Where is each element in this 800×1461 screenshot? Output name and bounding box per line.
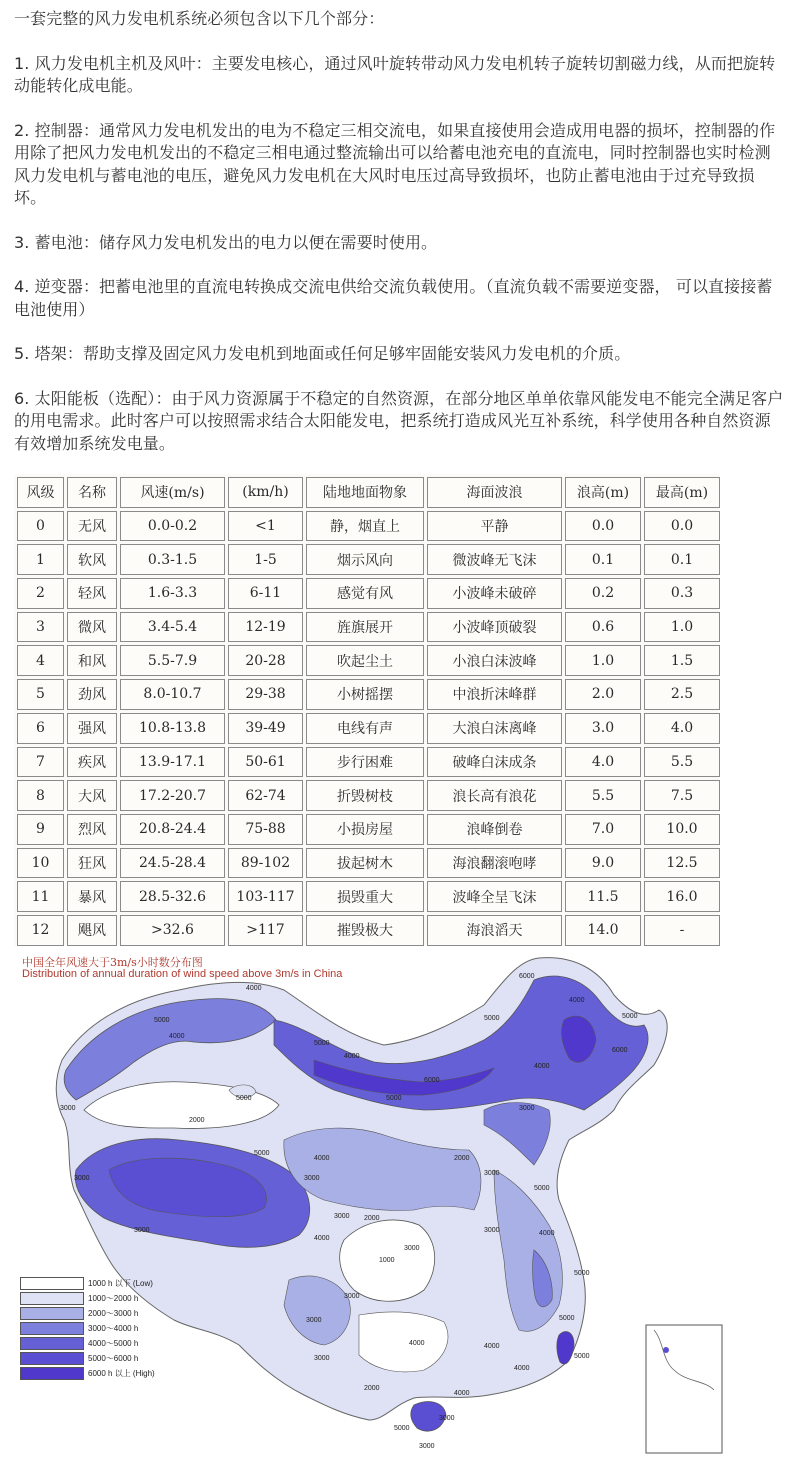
- contour-label: 4000: [246, 985, 262, 992]
- contour-label: 3000: [419, 1443, 435, 1450]
- table-cell: 12.5: [644, 848, 720, 879]
- table-cell: 13.9-17.1: [120, 747, 225, 778]
- legend-item: [20, 1291, 155, 1306]
- map-title-en: Distribution of annual duration of wind speed above 3m/s in China: [22, 968, 343, 980]
- table-cell: 10: [17, 848, 64, 879]
- table-cell: 9.0: [565, 848, 641, 879]
- table-header: 浪高(m): [565, 477, 641, 508]
- legend-swatch: [20, 1367, 84, 1380]
- article: [14, 8, 786, 477]
- table-cell: 24.5-28.4: [120, 848, 225, 879]
- table-cell: 3.0: [565, 713, 641, 744]
- table-cell: 5.5-7.9: [120, 645, 225, 676]
- legend-swatch: [20, 1307, 84, 1320]
- contour-label: 5000: [394, 1425, 410, 1432]
- table-cell: 浪峰倒卷: [427, 814, 562, 845]
- contour-label: 5000: [622, 1013, 638, 1020]
- table-cell: 小波峰未破碎: [427, 578, 562, 609]
- table-cell: 狂风: [67, 848, 117, 879]
- article-item: 3. 蓄电池：储存风力发电机发出的电力以便在需要时使用。: [14, 232, 438, 252]
- article-item: 6. 太阳能板（选配）：由于风力资源属于不稳定的自然资源，在部分地区单单依靠风能发电不能完全满足客户的用电需求。此时客户可以按照需求结合太阳能发电，把系统打造成风光互补系统，科学使用各种自然资源有效增加系统发电量。: [14, 388, 784, 453]
- table-cell: 1.5: [644, 645, 720, 676]
- table-cell: 海浪滔天: [427, 915, 562, 946]
- contour-label: 4000: [539, 1230, 555, 1237]
- contour-label: 5000: [574, 1353, 590, 1360]
- table-cell: 8: [17, 780, 64, 811]
- legend-label: 3000～4000 h: [88, 1324, 139, 1333]
- legend-item: [20, 1336, 155, 1351]
- table-row: [17, 578, 720, 609]
- table-cell: 飓风: [67, 915, 117, 946]
- table-cell: <1: [228, 511, 303, 542]
- table-header: (km/h): [228, 477, 303, 508]
- contour-label: 3000: [334, 1213, 350, 1220]
- china-map-graphic: [14, 950, 726, 1458]
- table-cell: >32.6: [120, 915, 225, 946]
- contour-label: 3000: [60, 1105, 76, 1112]
- legend-label: 5000～6000 h: [88, 1354, 139, 1363]
- table-header: 名称: [67, 477, 117, 508]
- contour-label: 2000: [189, 1117, 205, 1124]
- table-cell: 0.1: [644, 544, 720, 575]
- table-cell: 2.5: [644, 679, 720, 710]
- table-cell: 小损房屋: [306, 814, 424, 845]
- contour-label: 3000: [484, 1170, 500, 1177]
- table-cell: 2: [17, 578, 64, 609]
- contour-label: 4000: [314, 1235, 330, 1242]
- contour-label: 3000: [519, 1105, 535, 1112]
- contour-label: 4000: [454, 1390, 470, 1397]
- map-legend: [20, 1276, 155, 1381]
- table-cell: 小树摇摆: [306, 679, 424, 710]
- table-cell: 28.5-32.6: [120, 881, 225, 912]
- table-cell: >117: [228, 915, 303, 946]
- legend-item: [20, 1351, 155, 1366]
- table-cell: 7.5: [644, 780, 720, 811]
- contour-label: 4000: [314, 1155, 330, 1162]
- contour-label: 5000: [386, 1095, 402, 1102]
- table-cell: 6: [17, 713, 64, 744]
- contour-label: 4000: [169, 1033, 185, 1040]
- contour-label: 3000: [304, 1175, 320, 1182]
- table-cell: 大风: [67, 780, 117, 811]
- table-cell: 3.4-5.4: [120, 612, 225, 643]
- contour-label: 6000: [519, 973, 535, 980]
- article-item: 2. 控制器：通常风力发电机发出的电为不稳定三相交流电，如果直接使用会造成用电器的损坏，控制器的作用除了把风力发电机发出的不稳定三相电通过整流输出可以给蓄电池充电的直流电，同时控制器也实时检测风力发电机与蓄电池的电压，避免风力发电机在大风时电压过高导致损坏，也防止蓄电池由于过充导致损坏。: [14, 120, 776, 207]
- table-cell: 旌旗展开: [306, 612, 424, 643]
- table-row: [17, 881, 720, 912]
- table-cell: 4.0: [565, 747, 641, 778]
- table-cell: 5: [17, 679, 64, 710]
- contour-label: 4000: [569, 997, 585, 1004]
- table-row: [17, 645, 720, 676]
- table-header: 最高(m): [644, 477, 720, 508]
- table-cell: 2.0: [565, 679, 641, 710]
- table-cell: 0.0: [644, 511, 720, 542]
- table-cell: 电线有声: [306, 713, 424, 744]
- table-cell: 0: [17, 511, 64, 542]
- table-cell: 11.5: [565, 881, 641, 912]
- table-cell: 39-49: [228, 713, 303, 744]
- contour-label: 3000: [344, 1293, 360, 1300]
- table-cell: 微波峰无飞沫: [427, 544, 562, 575]
- table-cell: 吹起尘土: [306, 645, 424, 676]
- legend-item: [20, 1276, 155, 1291]
- legend-swatch: [20, 1337, 84, 1350]
- legend-swatch: [20, 1292, 84, 1305]
- wind-duration-map: [14, 950, 726, 1458]
- contour-label: 3000: [134, 1227, 150, 1234]
- contour-label: 3000: [439, 1415, 455, 1422]
- legend-swatch: [20, 1277, 84, 1290]
- table-cell: 大浪白沫离峰: [427, 713, 562, 744]
- table-cell: 感觉有风: [306, 578, 424, 609]
- wind-scale-table: [14, 474, 723, 949]
- table-cell: 1.6-3.3: [120, 578, 225, 609]
- table-cell: 8.0-10.7: [120, 679, 225, 710]
- table-cell: 16.0: [644, 881, 720, 912]
- table-cell: 7: [17, 747, 64, 778]
- table-cell: 1-5: [228, 544, 303, 575]
- legend-label: 2000～3000 h: [88, 1309, 139, 1318]
- table-header: 风速(m/s): [120, 477, 225, 508]
- table-cell: 软风: [67, 544, 117, 575]
- table-cell: 海浪翻滚咆哮: [427, 848, 562, 879]
- table-row: [17, 544, 720, 575]
- table-cell: 6-11: [228, 578, 303, 609]
- table-cell: 1.0: [565, 645, 641, 676]
- contour-label: 2000: [364, 1215, 380, 1222]
- table-cell: 10.8-13.8: [120, 713, 225, 744]
- table-cell: 波峰全呈飞沫: [427, 881, 562, 912]
- table-header: 风级: [17, 477, 64, 508]
- table-cell: 中浪折沫峰群: [427, 679, 562, 710]
- table-cell: 0.1: [565, 544, 641, 575]
- table-cell: 0.0-0.2: [120, 511, 225, 542]
- table-cell: 1.0: [644, 612, 720, 643]
- table-cell: 12: [17, 915, 64, 946]
- table-cell: 5.5: [565, 780, 641, 811]
- article-item: 5. 塔架：帮助支撑及固定风力发电机到地面或任何足够牢固能安装风力发电机的介质。: [14, 344, 631, 363]
- table-cell: 静，烟直上: [306, 511, 424, 542]
- table-cell: -: [644, 915, 720, 946]
- legend-swatch: [20, 1322, 84, 1335]
- legend-label: 1000 h 以下 (Low): [88, 1279, 153, 1288]
- table-header-row: [17, 477, 720, 508]
- table-row: [17, 814, 720, 845]
- table-row: [17, 848, 720, 879]
- legend-label: 6000 h 以上 (High): [88, 1369, 155, 1378]
- table-cell: 50-61: [228, 747, 303, 778]
- table-cell: 0.0: [565, 511, 641, 542]
- contour-label: 4000: [514, 1365, 530, 1372]
- contour-label: 3000: [314, 1355, 330, 1362]
- contour-label: 3000: [404, 1245, 420, 1252]
- contour-label: 5000: [154, 1017, 170, 1024]
- contour-label: 4000: [534, 1063, 550, 1070]
- table-cell: 4.0: [644, 713, 720, 744]
- table-cell: 62-74: [228, 780, 303, 811]
- table-cell: 烟示风向: [306, 544, 424, 575]
- table-cell: 折毁树枝: [306, 780, 424, 811]
- contour-label: 6000: [612, 1047, 628, 1054]
- contour-label: 3000: [484, 1227, 500, 1234]
- table-cell: 29-38: [228, 679, 303, 710]
- table-cell: 小浪白沫波峰: [427, 645, 562, 676]
- table-cell: 烈风: [67, 814, 117, 845]
- table-cell: 暴风: [67, 881, 117, 912]
- table-cell: 步行困难: [306, 747, 424, 778]
- article-intro: 一套完整的风力发电机系统必须包含以下几个部分：: [14, 9, 385, 28]
- table-cell: 损毁重大: [306, 881, 424, 912]
- table-cell: 9: [17, 814, 64, 845]
- contour-label: 4000: [409, 1340, 425, 1347]
- table-cell: 0.3-1.5: [120, 544, 225, 575]
- contour-label: 5000: [254, 1150, 270, 1157]
- table-header: 陆地地面物象: [306, 477, 424, 508]
- table-row: [17, 511, 720, 542]
- contour-label: 5000: [236, 1095, 252, 1102]
- table-row: [17, 713, 720, 744]
- table-cell: 和风: [67, 645, 117, 676]
- table-cell: 0.6: [565, 612, 641, 643]
- table-cell: 103-117: [228, 881, 303, 912]
- legend-item: [20, 1366, 155, 1381]
- legend-item: [20, 1306, 155, 1321]
- contour-label: 5000: [314, 1040, 330, 1047]
- table-cell: 5.5: [644, 747, 720, 778]
- table-cell: 7.0: [565, 814, 641, 845]
- table-cell: 拔起树木: [306, 848, 424, 879]
- table-header: 海面波浪: [427, 477, 562, 508]
- table-cell: 劲风: [67, 679, 117, 710]
- table-cell: 摧毁极大: [306, 915, 424, 946]
- table-cell: 10.0: [644, 814, 720, 845]
- table-row: [17, 915, 720, 946]
- wind-table-body: [17, 511, 720, 946]
- contour-label: 2000: [364, 1385, 380, 1392]
- table-cell: 1: [17, 544, 64, 575]
- contour-label: 1000: [379, 1257, 395, 1264]
- table-cell: 11: [17, 881, 64, 912]
- table-cell: 0.3: [644, 578, 720, 609]
- contour-label: 4000: [484, 1343, 500, 1350]
- contour-label: 5000: [574, 1270, 590, 1277]
- legend-label: 1000～2000 h: [88, 1294, 139, 1303]
- table-cell: 平静: [427, 511, 562, 542]
- table-cell: 破峰白沫成条: [427, 747, 562, 778]
- wind-scale-table-image: [14, 474, 719, 946]
- table-row: [17, 612, 720, 643]
- table-row: [17, 747, 720, 778]
- table-cell: 无风: [67, 511, 117, 542]
- table-cell: 75-88: [228, 814, 303, 845]
- contour-label: 6000: [424, 1077, 440, 1084]
- table-cell: 14.0: [565, 915, 641, 946]
- legend-item: [20, 1321, 155, 1336]
- table-row: [17, 780, 720, 811]
- table-cell: 疾风: [67, 747, 117, 778]
- contour-label: 5000: [534, 1185, 550, 1192]
- table-cell: 89-102: [228, 848, 303, 879]
- contour-label: 3000: [306, 1317, 322, 1324]
- contour-label: 5000: [559, 1315, 575, 1322]
- contour-label: 2000: [454, 1155, 470, 1162]
- table-row: [17, 679, 720, 710]
- table-cell: 小波峰顶破裂: [427, 612, 562, 643]
- contour-label: 5000: [484, 1015, 500, 1022]
- table-cell: 12-19: [228, 612, 303, 643]
- table-cell: 20.8-24.4: [120, 814, 225, 845]
- contour-label: 4000: [344, 1053, 360, 1060]
- contour-label: 3000: [74, 1175, 90, 1182]
- article-item: 4. 逆变器：把蓄电池里的直流电转换成交流电供给交流负载使用。（直流负载不需要逆变器， 可以直接接蓄电池使用）: [14, 277, 773, 319]
- table-cell: 0.2: [565, 578, 641, 609]
- map-title-cn: 中国全年风速大于3m/s小时数分布图: [22, 956, 203, 969]
- legend-label: 4000～5000 h: [88, 1339, 139, 1348]
- table-cell: 微风: [67, 612, 117, 643]
- table-cell: 浪长高有浪花: [427, 780, 562, 811]
- article-item: 1. 风力发电机主机及风叶：主要发电核心，通过风叶旋转带动风力发电机转子旋转切割磁力线，从而把旋转动能转化成电能。: [14, 53, 776, 95]
- table-cell: 3: [17, 612, 64, 643]
- table-cell: 轻风: [67, 578, 117, 609]
- table-cell: 20-28: [228, 645, 303, 676]
- legend-swatch: [20, 1352, 84, 1365]
- table-cell: 强风: [67, 713, 117, 744]
- table-cell: 17.2-20.7: [120, 780, 225, 811]
- table-cell: 4: [17, 645, 64, 676]
